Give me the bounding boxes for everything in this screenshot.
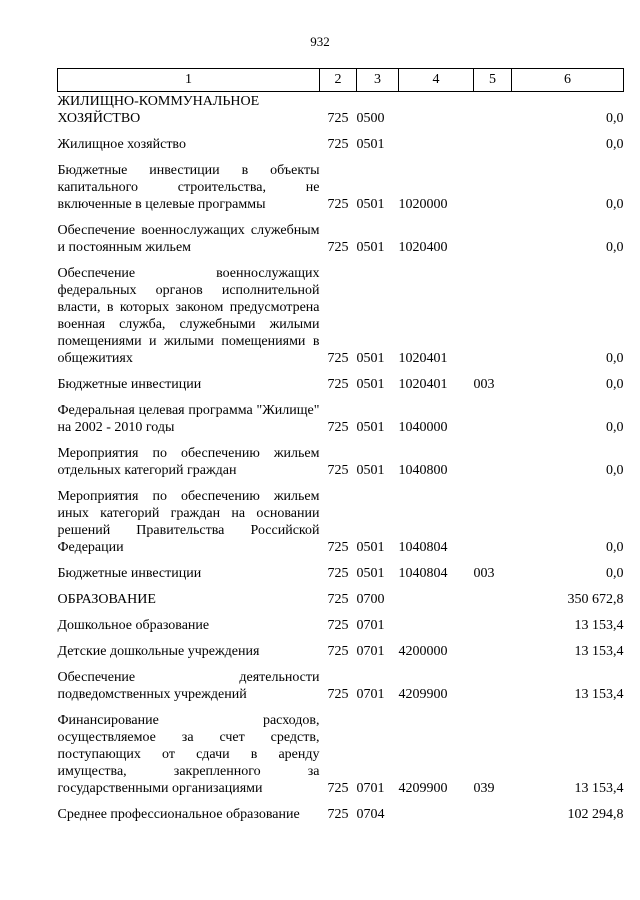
row-col3: 0501 <box>356 197 385 212</box>
row-col5 <box>474 130 512 156</box>
row-amount: 13 153,4 <box>574 781 624 796</box>
row-col2: 725 <box>327 540 349 555</box>
row-col5 <box>474 259 512 370</box>
row-col5 <box>474 585 512 611</box>
table-row <box>58 585 624 611</box>
row-col4: 4209900 <box>398 781 448 796</box>
page-number: 932 <box>310 34 330 49</box>
row-col2: 725 <box>327 687 349 702</box>
row-name: Детские дошкольные учреждения <box>57 644 260 659</box>
row-amount: 0,0 <box>606 420 624 435</box>
row-col5 <box>474 216 512 259</box>
table-row <box>58 156 624 216</box>
table-row <box>58 706 624 800</box>
row-col3: 0704 <box>356 807 385 822</box>
row-col2: 725 <box>327 377 349 392</box>
row-col2: 725 <box>327 807 349 822</box>
row-col2: 725 <box>327 197 349 212</box>
row-col4: 1020401 <box>398 377 448 392</box>
row-col2: 725 <box>327 240 349 255</box>
row-amount: 102 294,8 <box>567 807 624 822</box>
row-col3: 0501 <box>356 463 385 478</box>
row-col3: 0501 <box>356 420 385 435</box>
row-col5 <box>474 482 512 559</box>
row-col4 <box>399 92 474 131</box>
row-col5: 039 <box>473 781 495 796</box>
row-col4: 1020401 <box>398 351 448 366</box>
row-col4: 1040804 <box>398 540 448 555</box>
row-col4: 1040800 <box>398 463 448 478</box>
row-col5: 003 <box>473 377 495 392</box>
row-col4 <box>399 800 474 826</box>
row-name: Мероприятия по обеспечению жильем отдельных категорий граждан <box>57 446 320 478</box>
row-col5 <box>474 396 512 439</box>
column-header-5: 5 <box>474 69 512 92</box>
row-amount: 0,0 <box>606 377 624 392</box>
row-col4: 1020400 <box>398 240 448 255</box>
column-header-2: 2 <box>320 69 357 92</box>
table-row <box>58 637 624 663</box>
table-row <box>58 482 624 559</box>
row-name: Обеспечение военнослужащих служебным и постоянным жильем <box>57 223 320 255</box>
row-amount: 0,0 <box>606 351 624 366</box>
row-amount: 13 153,4 <box>574 687 624 702</box>
row-amount: 0,0 <box>606 566 624 581</box>
table-row <box>58 611 624 637</box>
row-name: Финансирование расходов, осуществляемое за счет средств, поступающих от сдачи в аренду имущества, закрепленного за государственными организациями <box>57 713 320 796</box>
row-col5 <box>474 439 512 482</box>
row-col5: 003 <box>473 566 495 581</box>
row-col2: 725 <box>327 137 349 152</box>
row-col3: 0701 <box>356 687 385 702</box>
row-amount: 0,0 <box>606 540 624 555</box>
row-col4: 1040000 <box>398 420 448 435</box>
row-col5 <box>474 663 512 706</box>
table-row <box>58 370 624 396</box>
row-amount: 350 672,8 <box>567 592 624 607</box>
row-name: Бюджетные инвестиции <box>57 377 202 392</box>
row-name: Жилищное хозяйство <box>57 137 186 152</box>
row-name: Мероприятия по обеспечению жильем иных категорий граждан на основании решений Правительства Российской Федерации <box>57 489 320 555</box>
table-row <box>58 559 624 585</box>
row-col2: 725 <box>327 566 349 581</box>
row-amount: 13 153,4 <box>574 618 624 633</box>
table-row <box>58 439 624 482</box>
row-col5 <box>474 800 512 826</box>
row-col3: 0501 <box>356 351 385 366</box>
row-amount: 0,0 <box>606 463 624 478</box>
row-col4: 4200000 <box>398 644 448 659</box>
row-col2: 725 <box>327 592 349 607</box>
header-row <box>58 69 624 92</box>
row-col3: 0701 <box>356 618 385 633</box>
row-name: ЖИЛИЩНО-КОММУНАЛЬНОЕ ХОЗЯЙСТВО <box>57 94 260 126</box>
row-col5 <box>474 637 512 663</box>
column-header-1: 1 <box>58 69 320 92</box>
row-col5 <box>474 611 512 637</box>
row-name: Дошкольное образование <box>57 618 210 633</box>
row-col3: 0501 <box>356 566 385 581</box>
row-name: Обеспечение военнослужащих федеральных органов исполнительной власти, в которых законом предусмотрена военная служба, служебными жилыми помещениями и жилыми помещениями в общежитиях <box>57 266 320 366</box>
row-col4: 4209900 <box>398 687 448 702</box>
row-col2: 725 <box>327 351 349 366</box>
row-col5 <box>474 92 512 131</box>
row-col3: 0500 <box>356 111 385 126</box>
column-header-4: 4 <box>399 69 474 92</box>
row-col2: 725 <box>327 463 349 478</box>
row-col4: 1020000 <box>398 197 448 212</box>
row-amount: 0,0 <box>606 197 624 212</box>
row-col3: 0701 <box>356 781 385 796</box>
column-header-6: 6 <box>512 69 624 92</box>
table-row <box>58 396 624 439</box>
row-col4 <box>399 611 474 637</box>
table-row <box>58 216 624 259</box>
row-name: Бюджетные инвестиции в объекты капитального строительства, не включенные в целевые программы <box>57 163 320 212</box>
row-col2: 725 <box>327 111 349 126</box>
column-header-3: 3 <box>357 69 399 92</box>
table-row <box>58 92 624 131</box>
row-col3: 0501 <box>356 240 385 255</box>
budget-table <box>57 68 624 826</box>
row-col4 <box>399 130 474 156</box>
row-col2: 725 <box>327 781 349 796</box>
table-row <box>58 259 624 370</box>
table-row <box>58 130 624 156</box>
row-name: ОБРАЗОВАНИЕ <box>57 592 156 607</box>
row-name: Бюджетные инвестиции <box>57 566 202 581</box>
row-col3: 0501 <box>356 540 385 555</box>
row-col2: 725 <box>327 618 349 633</box>
row-col4: 1040804 <box>398 566 448 581</box>
row-col2: 725 <box>327 420 349 435</box>
row-col3: 0700 <box>356 592 385 607</box>
row-amount: 0,0 <box>606 137 624 152</box>
row-name: Среднее профессиональное образование <box>57 807 300 822</box>
row-col3: 0501 <box>356 137 385 152</box>
row-amount: 0,0 <box>606 240 624 255</box>
row-col5 <box>474 156 512 216</box>
table-row <box>58 663 624 706</box>
row-col4 <box>399 585 474 611</box>
row-name: Федеральная целевая программа "Жилище" на 2002 - 2010 годы <box>57 403 320 435</box>
row-amount: 0,0 <box>606 111 624 126</box>
row-col3: 0701 <box>356 644 385 659</box>
table-row <box>58 800 624 826</box>
row-name: Обеспечение деятельности подведомственных учреждений <box>57 670 320 702</box>
row-col2: 725 <box>327 644 349 659</box>
row-amount: 13 153,4 <box>574 644 624 659</box>
row-col3: 0501 <box>356 377 385 392</box>
